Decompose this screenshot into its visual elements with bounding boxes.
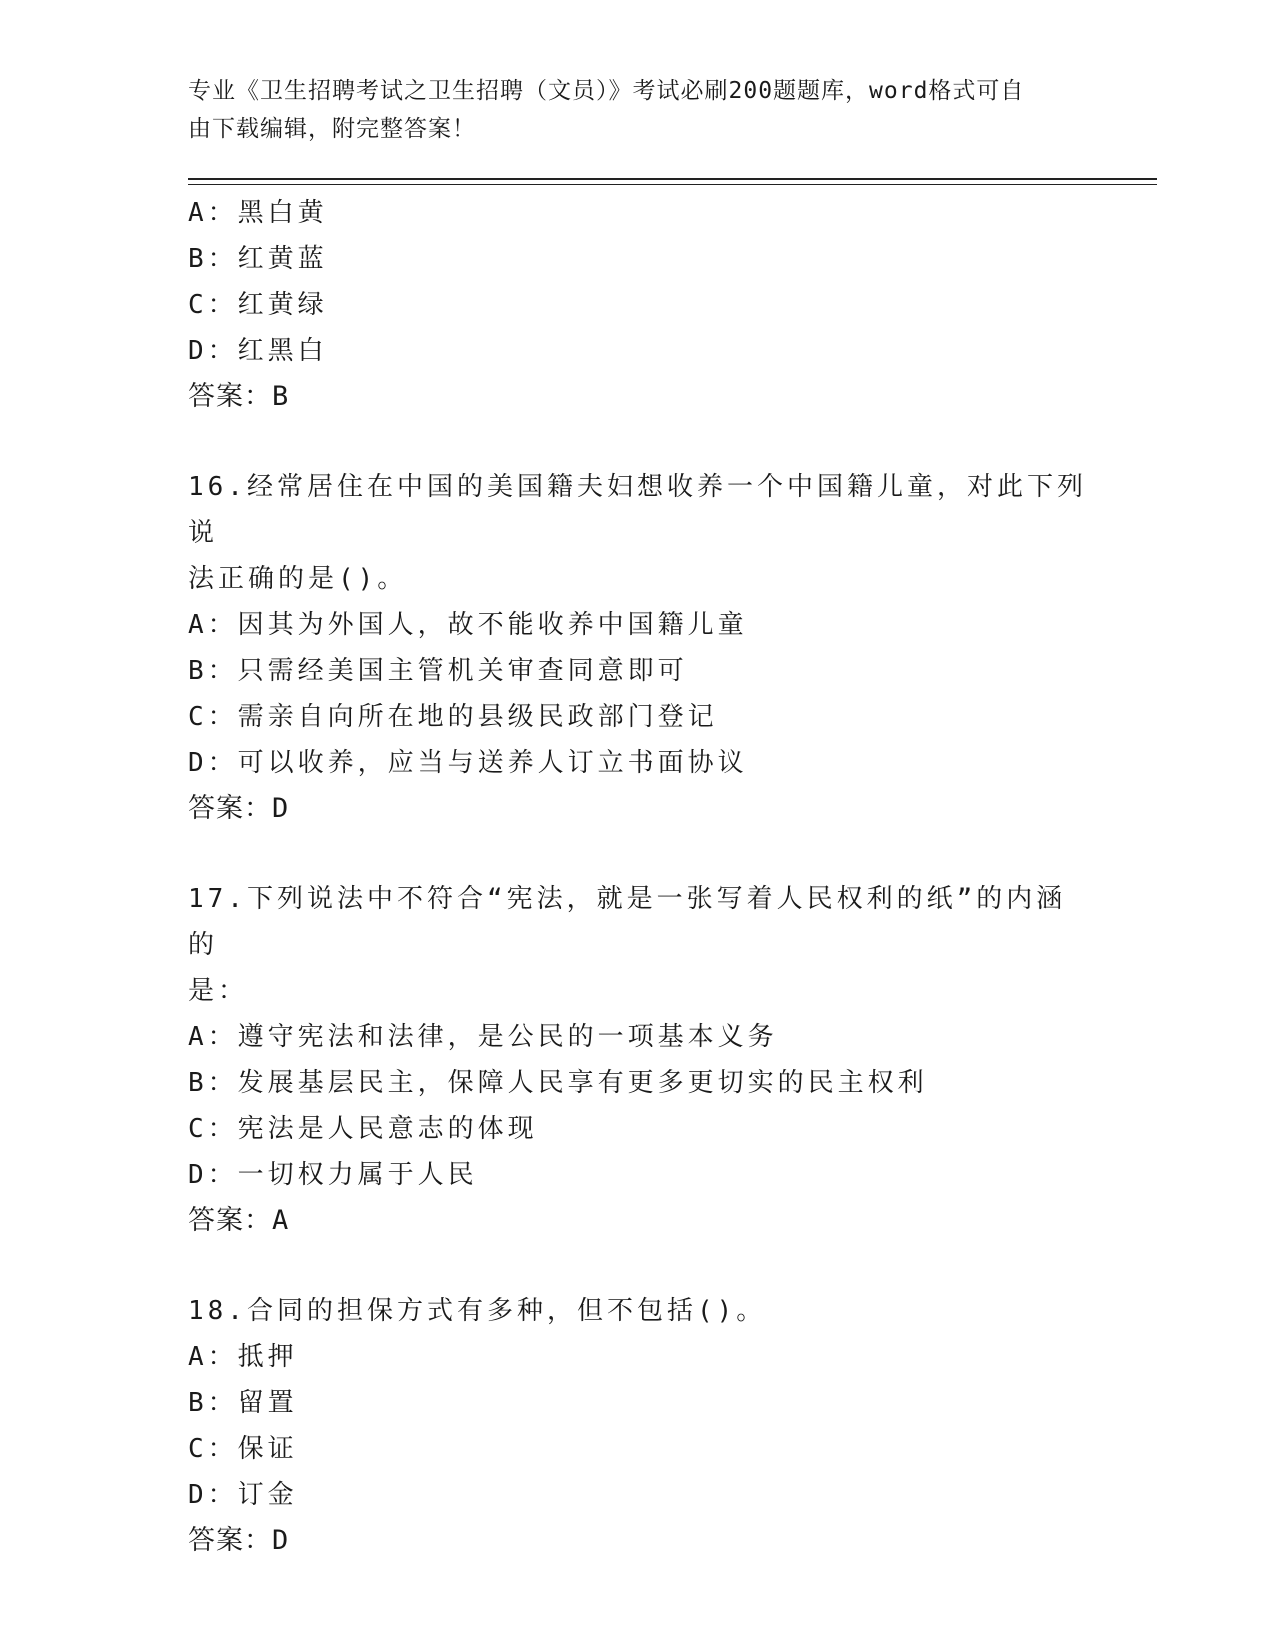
question-spacer: [188, 1244, 1088, 1288]
option-c: C：需亲自向所在地的县级民政部门登记: [188, 702, 718, 732]
header-divider-thin: [188, 184, 1157, 185]
document-header: [188, 72, 1068, 148]
header-line-1: 专业《卫生招聘考试之卫生招聘（文员）》考试必刷200题题库，word格式可自: [188, 78, 1025, 104]
question-text: [188, 1288, 1088, 1334]
option-a: A：抵押: [188, 1342, 298, 1372]
question-block-15: [188, 190, 1088, 420]
question-block-17: [188, 876, 1088, 1244]
question-text-line-1: 16.经常居住在中国的美国籍夫妇想收养一个中国籍儿童，对此下列说: [188, 472, 1087, 548]
answer-line: 答案：A: [188, 1205, 290, 1236]
option-b: B：发展基层民主，保障人民享有更多更切实的民主权利: [188, 1068, 928, 1098]
option-c: C：保证: [188, 1434, 298, 1464]
question-block-18: [188, 1288, 1088, 1564]
option-a: A：遵守宪法和法律，是公民的一项基本义务: [188, 1022, 778, 1052]
option-b: B：留置: [188, 1388, 298, 1418]
answer-line: 答案：D: [188, 1525, 290, 1556]
option-b: B：只需经美国主管机关审查同意即可: [188, 656, 688, 686]
option-c: C：宪法是人民意志的体现: [188, 1114, 538, 1144]
question-block-16: [188, 464, 1088, 832]
option-b: B：红黄蓝: [188, 244, 328, 274]
question-text: [188, 464, 1088, 602]
option-a: A：黑白黄: [188, 198, 328, 228]
question-text-line-1: 17.下列说法中不符合“宪法，就是一张写着人民权利的纸”的内涵的: [188, 884, 1067, 960]
option-d: D：订金: [188, 1480, 298, 1510]
option-a: A：因其为外国人，故不能收养中国籍儿童: [188, 610, 748, 640]
question-spacer: [188, 420, 1088, 464]
option-d: D：可以收养，应当与送养人订立书面协议: [188, 748, 748, 778]
option-d: D：一切权力属于人民: [188, 1160, 478, 1190]
question-text-line-2: 法正确的是()。: [188, 564, 408, 594]
option-c: C：红黄绿: [188, 290, 328, 320]
answer-line: 答案：D: [188, 793, 290, 824]
header-line-2: 由下载编辑，附完整答案！: [188, 116, 476, 142]
header-divider-thick: [188, 178, 1157, 180]
option-d: D：红黑白: [188, 336, 328, 366]
question-text-line-1: 18.合同的担保方式有多种，但不包括()。: [188, 1296, 767, 1326]
question-text: [188, 876, 1088, 1014]
question-list: [188, 190, 1088, 1564]
question-text-line-2: 是：: [188, 976, 249, 1006]
question-spacer: [188, 832, 1088, 876]
answer-line: 答案：B: [188, 381, 290, 412]
